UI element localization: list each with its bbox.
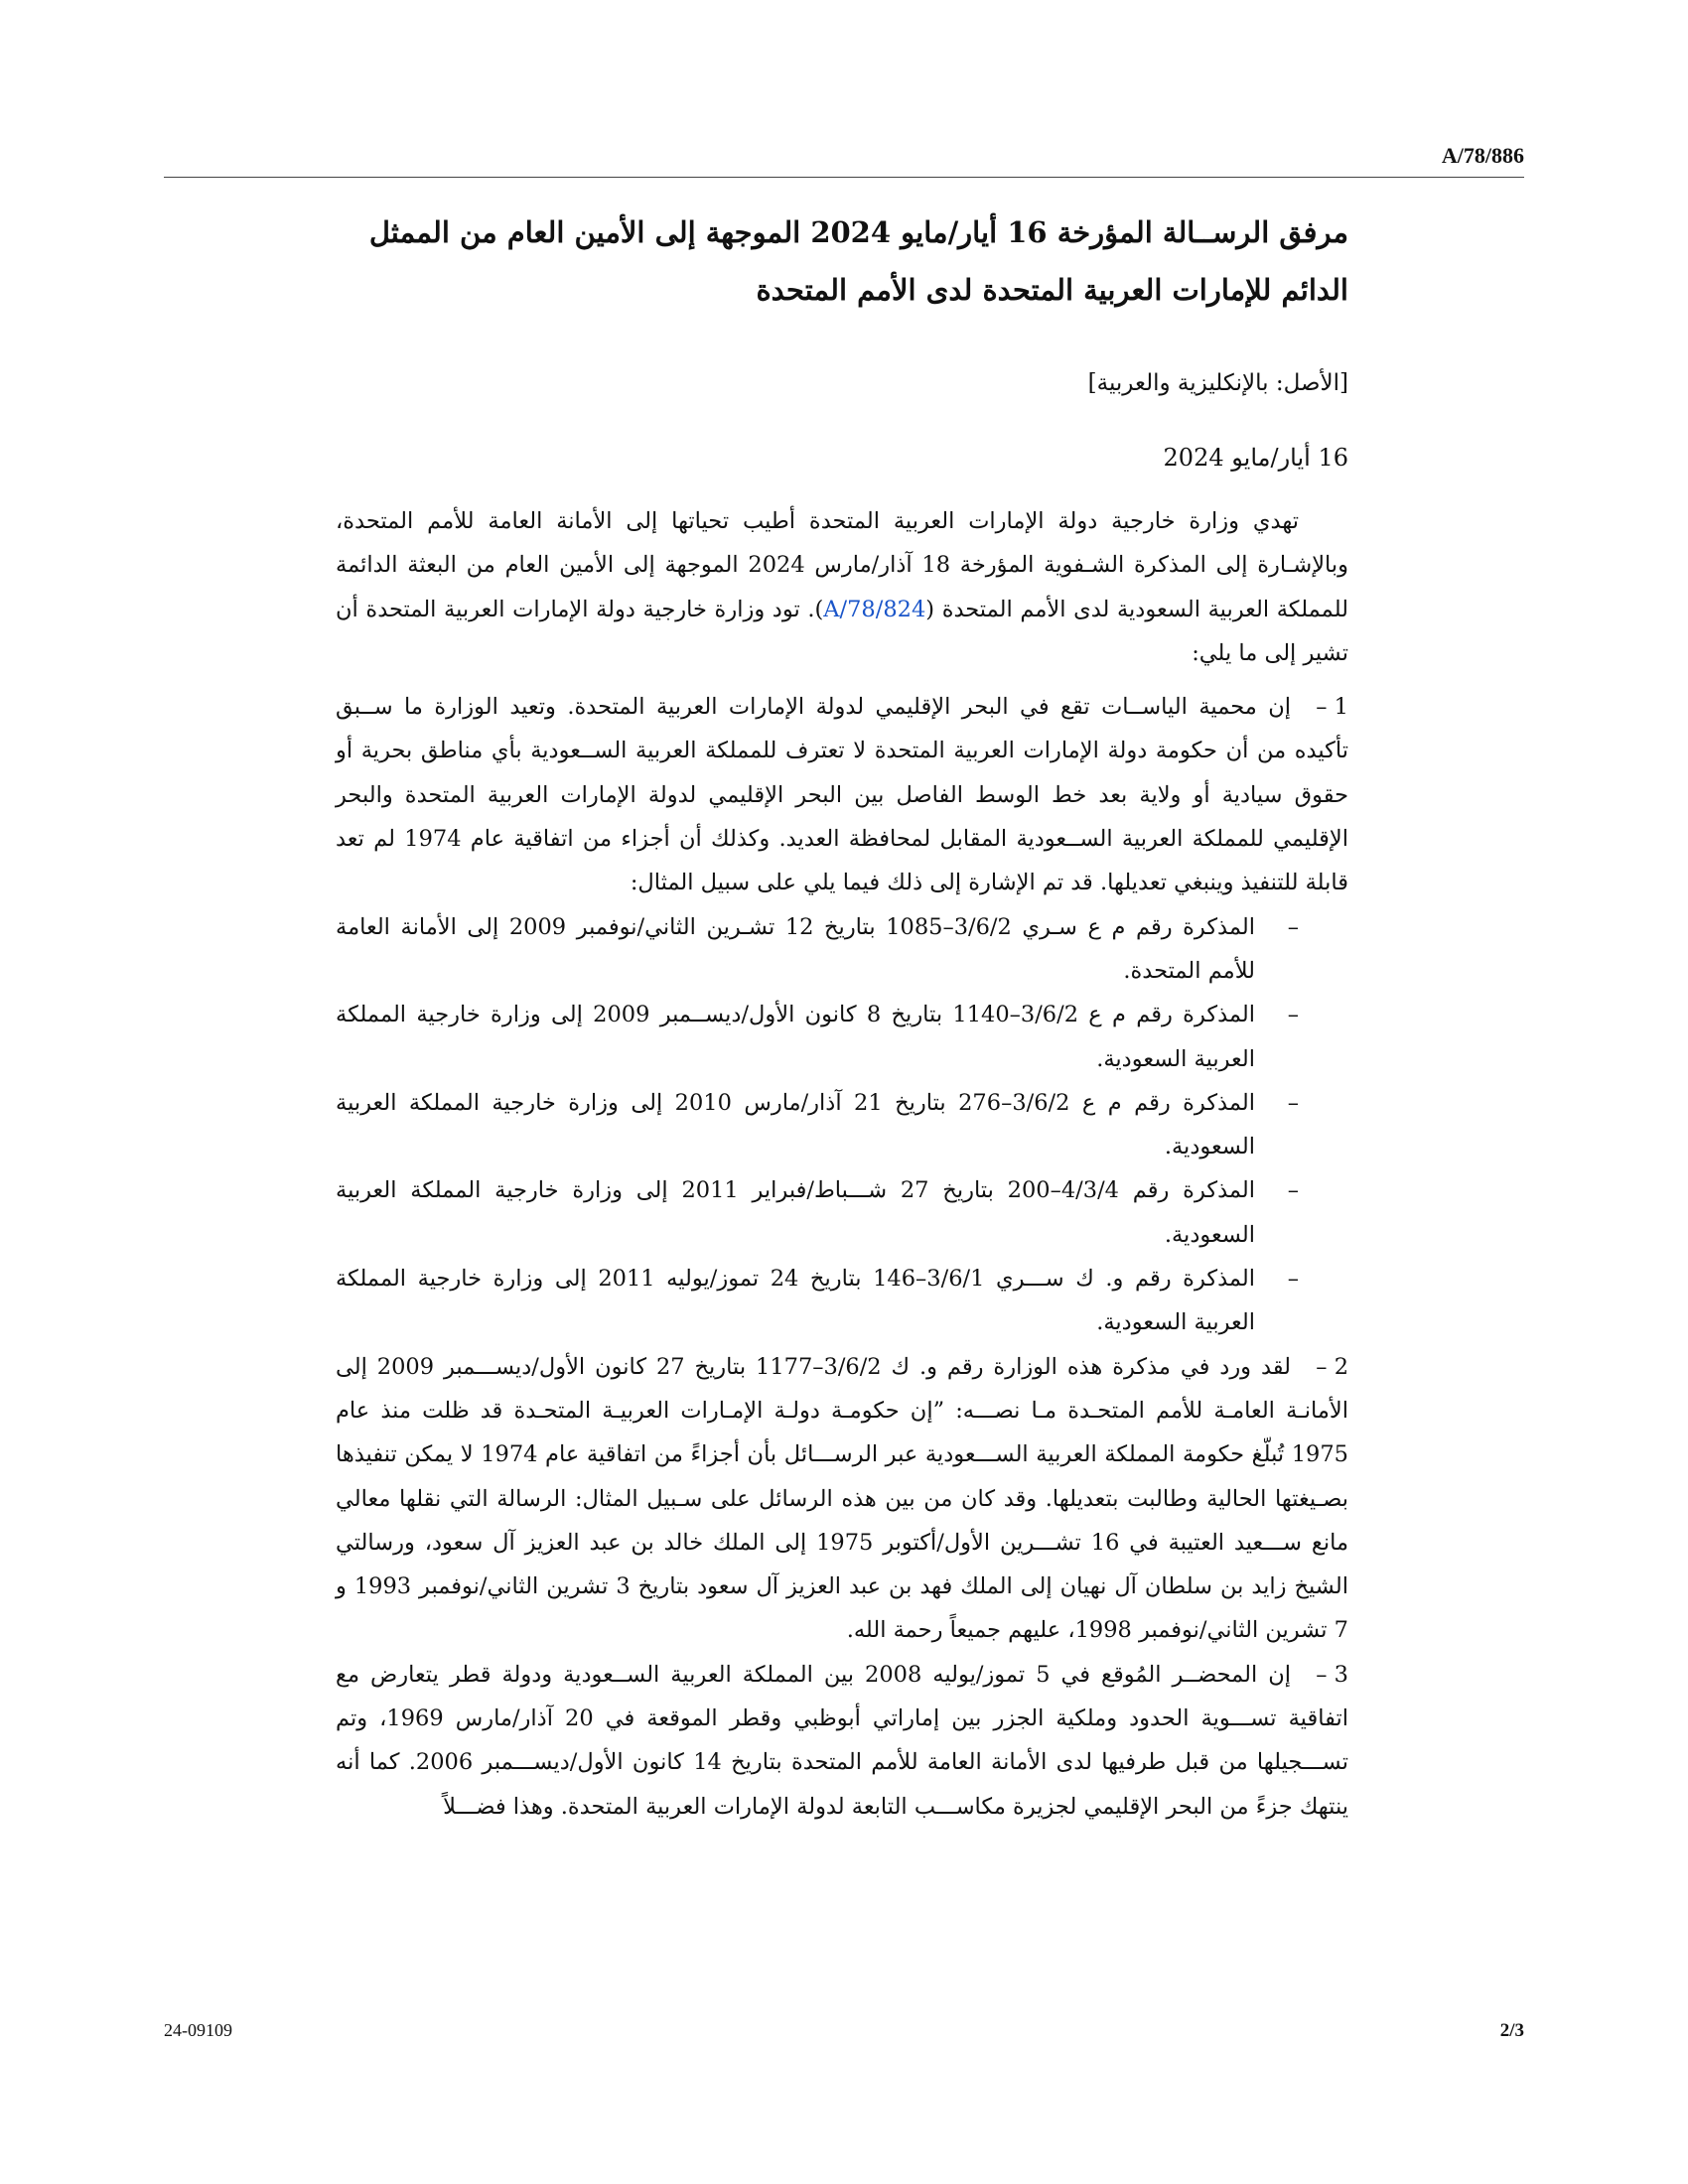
list-item-text: المذكرة رقم 4/3/4–200 بتاريخ 27 شـــباط/فبراير 2011 إلى وزارة خارجية المملكة العربية السعودية. (336, 1177, 1255, 1248)
dash-bullet: – (1287, 1266, 1299, 1293)
original-language-note: [الأصل: بالإنكليزية والعربية] (1087, 370, 1348, 396)
paragraph-1 (336, 685, 1348, 904)
note-list (336, 905, 1348, 1345)
annex-title: مرفق الرســالة المؤرخة 16 أيار/مايو 2024 الموجهة إلى الأمين العام من الممثل الدائم للإمارات العربية المتحدة لدى الأمم المتحدة (368, 215, 1348, 307)
paragraph-3 (336, 1653, 1348, 1829)
dash-bullet: – (1287, 1002, 1299, 1028)
list-item (336, 1081, 1348, 1169)
list-item-text: المذكرة رقم م ع 3/6/2–276 بتاريخ 21 آذار/مارس 2010 إلى وزارة خارجية المملكة العربية السعودية. (336, 1089, 1255, 1160)
paragraph-text: لقد ورد في مذكرة هذه الوزارة رقم و. ك 3/6/2–1177 بتاريخ 27 كانون الأول/ديســـمبر 2009 إلى الأمانـة العامـة للأمم المتحـدة مـا نصـــه: ”إن حكومـة دولـة الإمـارات العربيـة المتحـدة قد ظلت منذ عام 1975 تُبلّغ حكومة المملكة العربية الســـعودية عبر الرســـائل بأن أجزاءً من اتفاقية عام 1974 لا يمكن تنفيذها بصـيغتها الحالية وطالبت بتعديلها. وقد كان من بين هذه الرسائل على سـبيل المثال: الرسالة التي نقلها معالي مانع ســـعيد العتيبة في 16 تشـــرين الأول/أكتوبر 1975 إلى الملك خالد بن عبد العزيز آل سعود، ورسالتي الشيخ زايد بن سلطان آل نهيان إلى الملك فهد بن عبد العزيز آل سعود بتاريخ 3 تشرين الثاني/نوفمبر 1993 و 7 تشرين الثاني/نوفمبر 1998، عليهم جميعاً رحمة الله. (336, 1353, 1348, 1644)
paragraph-number: 3 – (1316, 1661, 1348, 1688)
intro-text-after: ). تود وزارة خارجية دولة الإمارات العربية المتحدة أن تشير إلى ما يلي: (336, 596, 1348, 666)
header-rule (164, 177, 1524, 178)
paragraph-text: إن المحضــر المُوقع في 5 تموز/يوليه 2008 بين المملكة العربية الســعودية ودولة قطر يتعارض مع اتفاقية تســـوية الحدود وملكية الجزر بين إماراتي أبوظبي وقطر الموقعة في 20 آذار/مارس 1969، وتم تســـجيلها من قبل طرفيها لدى الأمانة العامة للأمم المتحدة بتاريخ 14 كانون الأول/ديســـمبر 2006. كما أنه ينتهك جزءً من البحر الإقليمي لجزيرة مكاســـب التابعة لدولة الإمارات العربية المتحدة. وهذا فضـــلاً (336, 1661, 1349, 1820)
list-item (336, 1257, 1348, 1345)
list-item-text: المذكرة رقم م ع سـري 3/6/2–1085 بتاريخ 12 تشـرين الثاني/نوفمبر 2009 إلى الأمانة العامة للأمم المتحدة. (336, 913, 1255, 984)
list-item (336, 905, 1348, 994)
list-item-text: المذكرة رقم و. ك ســـري 3/6/1–146 بتاريخ 24 تموز/يوليه 2011 إلى وزارة خارجية المملكة العربية السعودية. (336, 1266, 1255, 1336)
paragraph-2 (336, 1345, 1348, 1653)
page-number: 2/3 (1499, 2020, 1524, 2041)
list-item (336, 1168, 1348, 1257)
dash-bullet: – (1287, 1089, 1299, 1116)
document-link[interactable]: A/78/824 (823, 596, 926, 622)
document-symbol: A/78/886 (1441, 143, 1524, 168)
list-item (336, 993, 1348, 1081)
dash-bullet: – (1287, 1177, 1299, 1204)
dash-bullet: – (1287, 913, 1299, 940)
paragraph-number: 1 – (1316, 694, 1348, 721)
list-item-text: المذكرة رقم م ع 3/6/2–1140 بتاريخ 8 كانون الأول/ديســمبر 2009 إلى وزارة خارجية المملكة العربية السعودية. (336, 1002, 1255, 1072)
page-content (336, 204, 1348, 1829)
intro-text-before: تهدي وزارة خارجية دولة الإمارات العربية المتحدة أطيب تحياتها إلى الأمانة العامة للأمم المتحدة، وبالإشـارة إلى المذكرة الشـفوية المؤرخة 18 آذار/مارس 2024 الموجهة إلى الأمين العام من البعثة الدائمة للمملكة العربية السعودية لدى الأمم المتحدة ( (336, 508, 1349, 622)
letter-date: 16 أيار/مايو 2024 (1163, 444, 1348, 472)
footer-document-code: 24-09109 (164, 2020, 232, 2040)
paragraph-number: 2 – (1316, 1353, 1349, 1380)
intro-paragraph (336, 499, 1348, 675)
paragraph-text: إن محمية الياســات تقع في البحر الإقليمي لدولة الإمارات العربية المتحدة. وتعيد الوزارة ما ســبق تأكيده من أن حكومة دولة الإمارات العربية المتحدة لا تعترف للمملكة العربية الســعودية بأي مناطق بحرية أو حقوق سيادية أو ولاية بعد خط الوسط الفاصل بين البحر الإقليمي لدولة الإمارات العربية المتحدة والبحر الإقليمي للمملكة العربية الســعودية المقابل لمحافظة العديد. وكذلك أن أجزاء من اتفاقية عام 1974 لم تعد قابلة للتنفيذ وينبغي تعديلها. قد تم الإشارة إلى ذلك فيما يلي على سبيل المثال: (336, 694, 1348, 896)
